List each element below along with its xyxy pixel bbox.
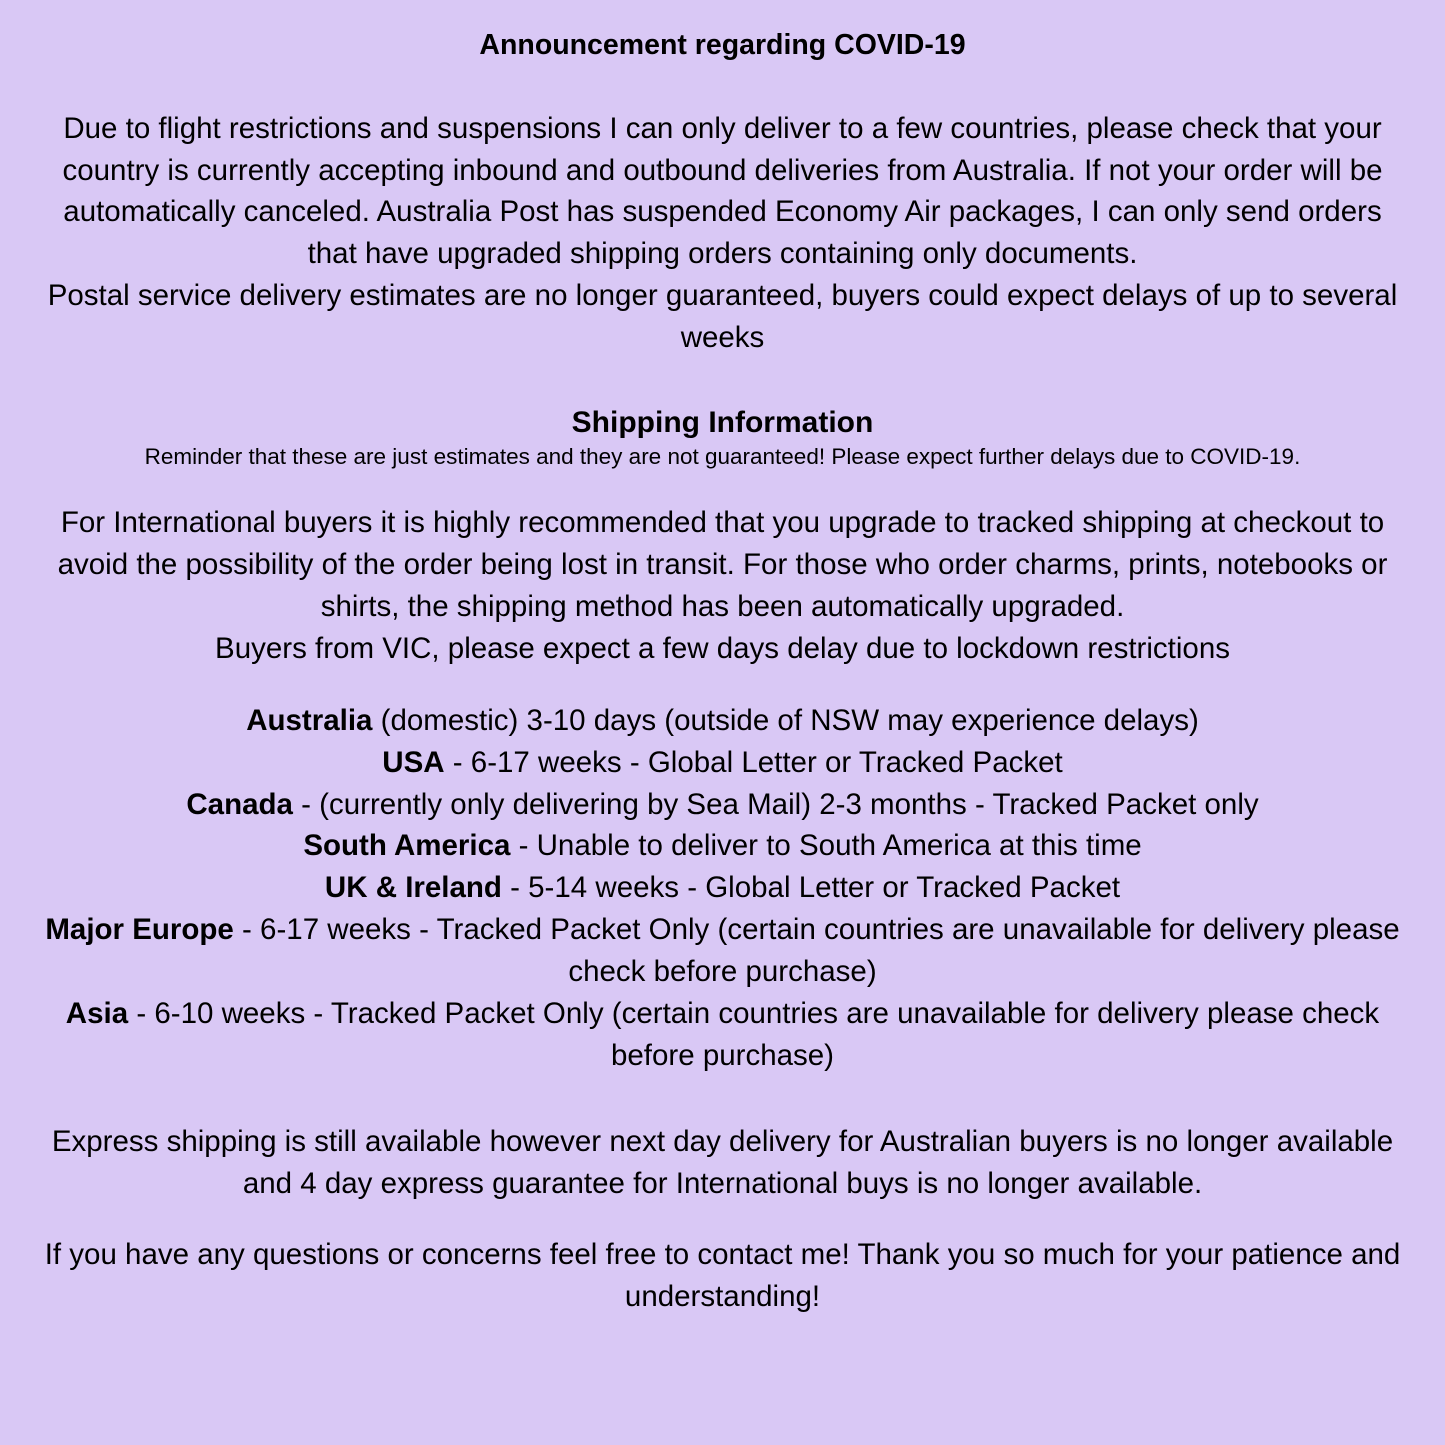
destination-details: - Unable to deliver to South America at this time — [510, 829, 1142, 863]
destination-details: - (currently only delivering by Sea Mail) 2-3 months - Tracked Packet only — [292, 787, 1259, 821]
contact-note: If you have any questions or concerns feel free to contact me! Thank you so much for your patience and understanding! — [44, 1238, 1401, 1314]
vic-buyers-note: Buyers from VIC, please expect a few days delay due to lockdown restrictions — [215, 631, 1230, 665]
spacer — [40, 472, 1405, 502]
destination-details: - 6-17 weeks - Global Letter or Tracked Packet — [444, 745, 1063, 779]
list-item — [40, 700, 1405, 742]
international-buyers-note: For International buyers it is highly recommended that you upgrade to tracked shipping at checkout to avoid the possibility of the order being lost in transit. For those who order charms, prints, notebooks or shirts, the shipping method has been automatically upgraded. — [57, 506, 1388, 623]
covid-paragraph-2: Postal service delivery estimates are no longer guaranteed, buyers could expect delays of up to several weeks — [47, 279, 1398, 354]
spacer — [40, 1077, 1405, 1121]
spacer — [40, 670, 1405, 700]
list-item — [40, 909, 1405, 993]
list-item — [40, 784, 1405, 826]
destination-region: Asia — [65, 996, 129, 1030]
destination-region: South America — [303, 829, 511, 863]
covid-paragraph-1: Due to flight restrictions and suspensions I can only deliver to a few countries, please check that your country is currently accepting inbound and outbound deliveries from Australia. If not your order will be automatically canceled. Australia Post has suspended Economy Air packages, I can only send orders that have upgraded shipping orders containing only documents. — [62, 111, 1383, 271]
spacer — [40, 1204, 1405, 1234]
destination-region: Major Europe — [45, 913, 234, 947]
destination-region: USA — [382, 745, 445, 779]
destination-details: - 6-10 weeks - Tracked Packet Only (certain countries are unavailable for delivery please check before purchase) — [128, 996, 1380, 1072]
list-item — [40, 742, 1405, 784]
list-item — [40, 993, 1405, 1077]
destination-estimates-list — [40, 700, 1405, 1077]
estimates-reminder: Reminder that these are just estimates and they are not guaranteed! Please expect further delays due to COVID-19. — [144, 443, 1301, 469]
spacer — [40, 64, 1405, 108]
destination-region: UK & Ireland — [324, 871, 502, 905]
list-item — [40, 825, 1405, 867]
destination-region: Canada — [186, 787, 293, 821]
express-shipping-note: Express shipping is still available however next day delivery for Australian buyers is no longer available and 4 day express guarantee for International buys is no longer available. — [51, 1124, 1394, 1200]
destination-details: - 5-14 weeks - Global Letter or Tracked Packet — [501, 871, 1121, 905]
page-title: Announcement regarding COVID-19 — [479, 29, 966, 61]
destination-details: - 6-17 weeks - Tracked Packet Only (certain countries are unavailable for delivery please check before purchase) — [233, 913, 1400, 988]
destination-region: Australia — [246, 703, 373, 737]
destination-details: (domestic) 3-10 days (outside of NSW may experience delays) — [372, 703, 1199, 737]
spacer — [40, 359, 1405, 403]
shipping-information-title: Shipping Information — [571, 405, 874, 439]
list-item — [40, 867, 1405, 909]
